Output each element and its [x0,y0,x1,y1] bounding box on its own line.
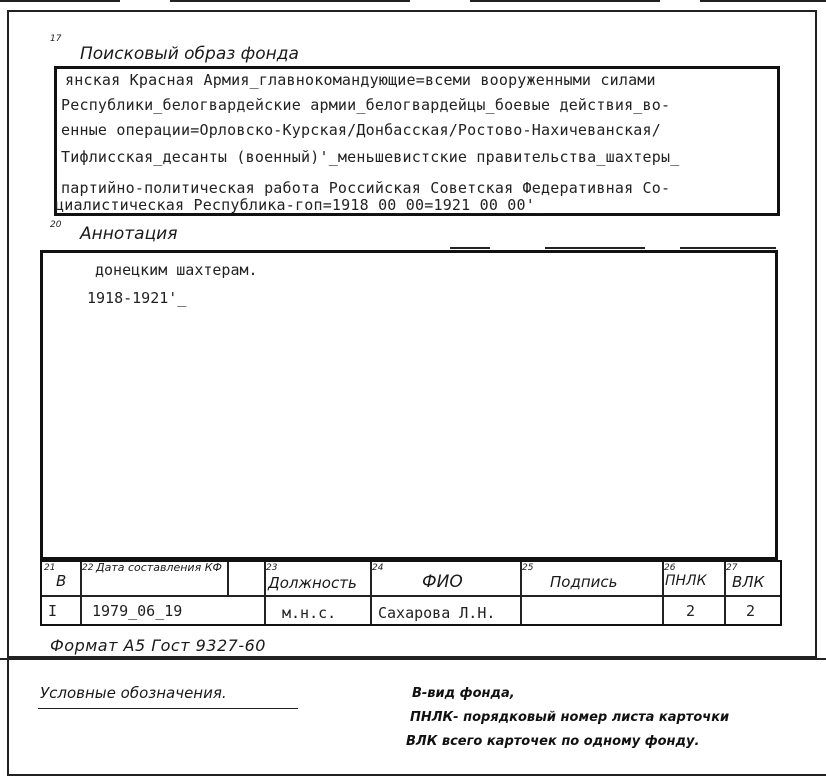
field-number: 22 [82,563,94,573]
header-pnlk: ПНЛК [665,573,707,589]
dash-line [680,247,776,249]
value-date: 1979_06_19 [92,602,183,620]
field-number: 21 [44,563,56,573]
top-edge-line [0,0,120,2]
field-number: 27 [726,563,738,573]
header-v: В [56,572,67,590]
field-number: 20 [50,220,62,230]
value-fio: Сахарова Л.Н. [378,604,496,622]
legend-title: Условные обозначения. [40,684,227,702]
separator-line [7,658,9,776]
header-fio: ФИО [422,572,463,592]
format-note: Формат А5 Гост 9327-60 [50,636,266,655]
header-signature: Подпись [550,573,618,591]
annotation-box [40,250,778,560]
value-v: I [48,602,58,620]
table-divider [227,562,229,595]
top-edge-line [170,0,410,2]
annotation-title: Аннотация [80,224,178,244]
search-line: циалистическая Республика-гоп=1918_00_00=1921_00_00'_ [55,196,545,214]
field-number: 17 [50,34,62,44]
header-vlk: ВЛК [732,573,765,591]
field-number: 26 [664,563,676,573]
legend-item: ПНЛК- порядковый номер листа карточки [410,710,730,725]
value-vlk: 2 [746,602,756,620]
header-position: Должность [268,574,357,592]
search-line: Республики_белогвардейские армии_белогвардейцы_боевые действия_во- [61,96,671,114]
table-divider [42,595,780,597]
value-position: м.н.с. [282,604,337,622]
value-pnlk: 2 [686,602,696,620]
legend-item: В-вид фонда, [412,686,515,701]
dash-line [450,247,490,249]
legend-item: ВЛК всего карточек по одному фонду. [406,734,700,749]
dash-line [545,247,645,249]
annotation-line: 1918-1921'_ [87,289,187,307]
search-image-title: Поисковый образ фонда [80,44,299,64]
separator-line [0,658,826,660]
legend-underline [38,708,298,709]
field-number: 25 [522,563,534,573]
annotation-line: донецким шахтерам. [95,261,258,279]
top-edge-line [700,0,826,2]
header-date: Дата составления КФ [96,561,222,574]
separator-line [7,774,826,776]
search-line: Тифлисская_десанты (военный)'_меньшевистские правительства_шахтеры_ [61,148,680,166]
search-line: енные операции=Орловско-Курская/Донбасская/Ростово-Нахичеванская/ [61,121,661,139]
field-number: 23 [266,563,278,573]
search-line: партийно-политическая работа Российская Советская Федеративная Со- [61,179,671,197]
field-number: 24 [372,563,384,573]
search-image-box [54,66,780,216]
card-footer-table [40,560,782,626]
search-line: янская Красная Армия_главнокомандующие=всеми вооруженными силами [65,71,656,89]
top-edge-line [470,0,660,2]
